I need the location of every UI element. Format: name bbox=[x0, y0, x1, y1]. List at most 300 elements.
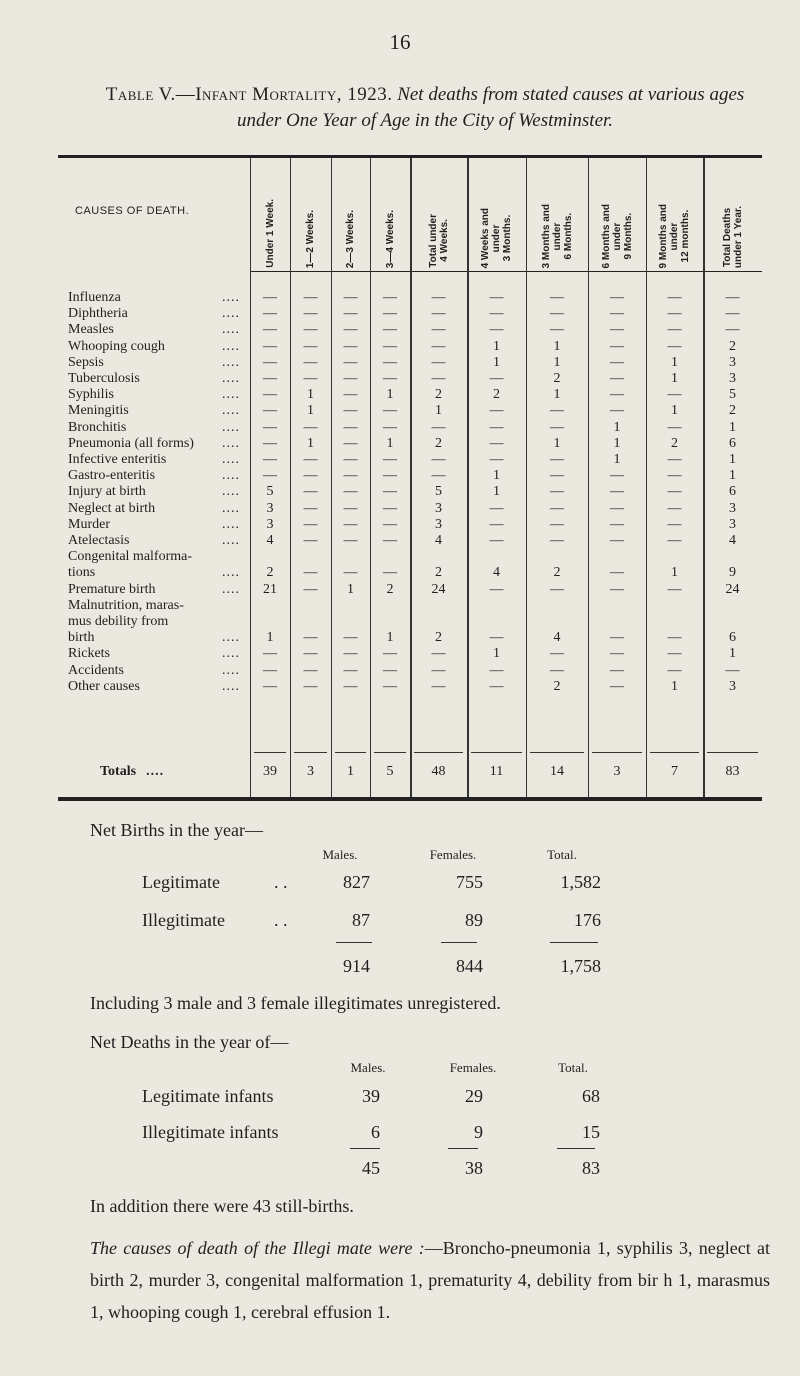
table-cell: — bbox=[667, 630, 682, 646]
still-births-note: In addition there were 43 still-births. bbox=[90, 1196, 354, 1216]
births-row-label: Legitimate bbox=[142, 872, 220, 892]
table-cell: — bbox=[263, 435, 277, 451]
table-cell: — bbox=[550, 646, 564, 662]
table-cell: 1 bbox=[553, 354, 561, 370]
table-cell: 24 bbox=[725, 581, 740, 597]
table-cell: — bbox=[550, 290, 564, 305]
table-cell: — bbox=[610, 290, 624, 305]
cause-label: Measles .... bbox=[68, 322, 240, 338]
cause-label: Influenza .... bbox=[68, 290, 240, 305]
deaths-row-label: Illegitimate infants bbox=[142, 1122, 279, 1142]
table-cell: — bbox=[489, 630, 504, 646]
totals-cell: 14 bbox=[550, 764, 564, 779]
table-cell: — bbox=[725, 322, 740, 338]
table-cell: — bbox=[610, 403, 624, 419]
column-header-label: 3 Months and under 6 Months. bbox=[540, 203, 574, 268]
table-cell: 1 bbox=[386, 387, 394, 403]
table-cell: 6 bbox=[729, 435, 736, 451]
totals-cell: 39 bbox=[263, 764, 277, 779]
deaths-value: 9 bbox=[474, 1122, 483, 1142]
births-col-females: Females. bbox=[429, 847, 477, 862]
table-cell: — bbox=[489, 678, 504, 694]
table-cell: — bbox=[667, 533, 682, 548]
table-cell: — bbox=[383, 516, 397, 532]
table-cell: 1 bbox=[671, 403, 678, 419]
table-cell: 1 bbox=[386, 630, 394, 646]
table-cell: 9 bbox=[729, 565, 736, 581]
table-cell: — bbox=[263, 678, 277, 694]
table-cell: — bbox=[343, 387, 358, 403]
table-cell: — bbox=[610, 354, 624, 370]
cause-label: Syphilis .... bbox=[68, 387, 240, 403]
table-cell: — bbox=[550, 662, 564, 678]
title-prefix: Table V.—Infant Mortality, 1923. bbox=[105, 84, 393, 105]
totals-cell: 1 bbox=[347, 764, 354, 779]
causes-header: CAUSES OF DEATH. bbox=[75, 205, 190, 217]
table-cell: — bbox=[303, 516, 318, 532]
table-cell: — bbox=[383, 419, 397, 435]
table-cell: 1 bbox=[671, 678, 678, 694]
table-cell: — bbox=[431, 468, 446, 484]
table-cell: — bbox=[550, 516, 564, 532]
totals-cell: 3 bbox=[613, 764, 621, 779]
table-cell: — bbox=[667, 338, 682, 354]
table-cell: — bbox=[431, 678, 446, 694]
table-cell: 5 bbox=[435, 484, 442, 500]
deaths-col-males: Males. bbox=[350, 1060, 386, 1075]
table-cell: — bbox=[263, 452, 277, 467]
births-col-males: Males. bbox=[322, 847, 358, 862]
table-cell: — bbox=[263, 387, 277, 403]
table-cell: 1 bbox=[729, 468, 736, 484]
table-cell: — bbox=[610, 678, 624, 694]
table-cell: — bbox=[610, 371, 624, 386]
column-header bbox=[703, 160, 762, 268]
table-cell: 1 bbox=[307, 403, 314, 419]
table-cell: — bbox=[383, 662, 397, 678]
table-cell: — bbox=[343, 646, 358, 662]
table-cell: — bbox=[383, 290, 397, 305]
table-cell: 1 bbox=[671, 371, 678, 386]
table-cell: — bbox=[610, 646, 624, 662]
table-cell: 2 bbox=[729, 338, 736, 354]
table-cell: — bbox=[263, 322, 277, 338]
table-cell: — bbox=[383, 484, 397, 500]
table-cell: 6 bbox=[729, 484, 736, 500]
table-cell: 1 bbox=[435, 403, 442, 419]
table-cell: 1 bbox=[347, 581, 354, 597]
table-cell: — bbox=[725, 290, 740, 305]
causes-intro: The causes of death of the Illegi mate were : bbox=[90, 1238, 425, 1258]
table-cell: 4 bbox=[493, 565, 500, 581]
table-cell: 1 bbox=[729, 646, 736, 662]
table-cell: 3 bbox=[435, 500, 442, 516]
table-cell: — bbox=[303, 630, 318, 646]
table-cell: — bbox=[725, 662, 740, 678]
cause-label: Malnutrition, maras- mus debility from birth .... bbox=[68, 597, 240, 645]
table-cell: 2 bbox=[435, 565, 442, 581]
column-header bbox=[526, 160, 588, 268]
table-cell: — bbox=[610, 322, 624, 338]
table-cell: — bbox=[550, 306, 564, 322]
table-cell: — bbox=[343, 452, 358, 467]
table-cell: — bbox=[550, 322, 564, 338]
table-cell: — bbox=[431, 371, 446, 386]
sum-rule bbox=[448, 1148, 478, 1149]
table-cell: — bbox=[550, 419, 564, 435]
table-cell: — bbox=[667, 500, 682, 516]
births-value: 87 bbox=[352, 910, 370, 930]
births-total: 914 bbox=[343, 956, 370, 976]
cause-label: Atelectasis .... bbox=[68, 533, 240, 548]
column-header-label: 4 Weeks and under 3 Months. bbox=[480, 207, 513, 268]
table-cell: 1 bbox=[266, 630, 274, 646]
table-cell: 24 bbox=[431, 581, 446, 597]
cause-label: Sepsis .... bbox=[68, 354, 240, 370]
totals-rule bbox=[414, 752, 463, 753]
table-cell: — bbox=[303, 322, 318, 338]
cause-label: Neglect at birth .... bbox=[68, 500, 240, 516]
table-cell: — bbox=[343, 516, 358, 532]
column-header-label: 6 Months and under 9 Months. bbox=[600, 203, 634, 268]
column-header bbox=[370, 160, 410, 268]
table-cell: 2 bbox=[553, 371, 561, 386]
table-cell: — bbox=[667, 387, 682, 403]
cause-label: Accidents .... bbox=[68, 662, 240, 678]
table-cell: — bbox=[667, 306, 682, 322]
table-cell: 1 bbox=[553, 435, 561, 451]
table-cell: — bbox=[489, 516, 504, 532]
table-cell: 1 bbox=[493, 338, 500, 354]
table-cell: — bbox=[489, 533, 504, 548]
table-cell: 6 bbox=[729, 630, 736, 646]
table-cell: — bbox=[263, 306, 277, 322]
table-cell: 2 bbox=[266, 565, 274, 581]
table-cell: — bbox=[610, 468, 624, 484]
deaths-heading: Net Deaths in the year of— bbox=[90, 1032, 289, 1052]
table-cell: — bbox=[489, 500, 504, 516]
table-cell: — bbox=[263, 646, 277, 662]
cause-label: Congenital malforma- tions .... bbox=[68, 549, 240, 581]
table-cell: — bbox=[489, 452, 504, 467]
table-cell: — bbox=[431, 662, 446, 678]
table-cell: — bbox=[610, 533, 624, 548]
cause-label: Whooping cough .... bbox=[68, 338, 240, 354]
table-cell: — bbox=[383, 338, 397, 354]
table-cell: 5 bbox=[729, 387, 736, 403]
table-cell: 4 bbox=[553, 630, 561, 646]
table-cell: — bbox=[343, 500, 358, 516]
table-cell: 1 bbox=[553, 338, 561, 354]
table-cell: 4 bbox=[266, 533, 274, 548]
table-cell: 1 bbox=[307, 435, 314, 451]
table-cell: — bbox=[303, 500, 318, 516]
column-header bbox=[290, 160, 331, 268]
table-cell: 1 bbox=[493, 646, 500, 662]
column-header bbox=[646, 160, 703, 268]
totals-rule bbox=[471, 752, 522, 753]
table-cell: — bbox=[610, 338, 624, 354]
deaths-total: 83 bbox=[582, 1158, 600, 1178]
table-cell: 3 bbox=[266, 516, 274, 532]
totals-label: Totals .... bbox=[100, 764, 165, 779]
table-cell: 1 bbox=[613, 452, 621, 467]
sum-rule bbox=[336, 942, 372, 943]
births-total: 844 bbox=[456, 956, 483, 976]
table-cell: 1 bbox=[613, 419, 621, 435]
births-value: 89 bbox=[465, 910, 483, 930]
table-cell: — bbox=[550, 533, 564, 548]
table-cell: 2 bbox=[435, 630, 442, 646]
table-cell: — bbox=[383, 371, 397, 386]
table-cell: 3 bbox=[266, 500, 274, 516]
table-cell: — bbox=[489, 290, 504, 305]
deaths-value: 6 bbox=[371, 1122, 380, 1142]
table-cell: — bbox=[489, 322, 504, 338]
column-header bbox=[410, 160, 467, 268]
totals-rule bbox=[707, 752, 758, 753]
table-cell: — bbox=[667, 516, 682, 532]
table-cell: — bbox=[489, 435, 504, 451]
table-cell: — bbox=[667, 419, 682, 435]
table-cell: — bbox=[343, 371, 358, 386]
table-cell: — bbox=[610, 630, 624, 646]
totals-rule bbox=[254, 752, 286, 753]
table-cell: 1 bbox=[493, 484, 500, 500]
table-cell: — bbox=[343, 419, 358, 435]
table-cell: 21 bbox=[263, 581, 277, 597]
table-cell: — bbox=[667, 290, 682, 305]
column-header-label: 9 Months and under 12 months. bbox=[658, 203, 691, 268]
table-cell: — bbox=[303, 371, 318, 386]
table-cell: 2 bbox=[386, 581, 394, 597]
column-header-label: Total under 4 Weeks. bbox=[427, 214, 450, 268]
table-cell: — bbox=[303, 533, 318, 548]
table-cell: — bbox=[303, 646, 318, 662]
table-cell: — bbox=[431, 290, 446, 305]
table-cell: — bbox=[383, 354, 397, 370]
cause-label: Gastro-enteritis .... bbox=[68, 468, 240, 484]
table-cell: — bbox=[431, 354, 446, 370]
cause-label: Murder .... bbox=[68, 516, 240, 532]
table-cell: 4 bbox=[435, 533, 442, 548]
deaths-value: 29 bbox=[465, 1086, 483, 1106]
births-value: 1,582 bbox=[560, 872, 601, 892]
sum-rule bbox=[441, 942, 477, 943]
table-cell: — bbox=[431, 322, 446, 338]
table-cell: — bbox=[610, 581, 624, 597]
table-cell: — bbox=[489, 662, 504, 678]
table-cell: — bbox=[343, 533, 358, 548]
totals-rule bbox=[530, 752, 584, 753]
table-cell: — bbox=[303, 419, 318, 435]
table-bottom-rule bbox=[58, 797, 762, 801]
table-cell: 5 bbox=[266, 484, 274, 500]
table-cell: — bbox=[343, 662, 358, 678]
table-cell: — bbox=[431, 338, 446, 354]
births-col-total: Total. bbox=[547, 847, 577, 862]
table-cell: — bbox=[667, 484, 682, 500]
table-cell: 1 bbox=[493, 468, 500, 484]
column-header bbox=[467, 160, 526, 268]
table-cell: 1 bbox=[493, 354, 500, 370]
table-cell: 2 bbox=[671, 435, 678, 451]
table-cell: 1 bbox=[386, 435, 394, 451]
table-cell: — bbox=[343, 322, 358, 338]
table-cell: — bbox=[263, 662, 277, 678]
table-cell: — bbox=[343, 565, 358, 581]
table-cell: — bbox=[303, 565, 318, 581]
table-cell: 1 bbox=[613, 435, 621, 451]
column-header bbox=[250, 160, 290, 268]
table-cell: 1 bbox=[307, 387, 314, 403]
table-cell: — bbox=[489, 403, 504, 419]
totals-rule bbox=[374, 752, 406, 753]
table-cell: — bbox=[667, 322, 682, 338]
table-cell: — bbox=[431, 646, 446, 662]
table-cell: — bbox=[303, 581, 318, 597]
table-cell: — bbox=[383, 678, 397, 694]
title-description: Net deaths from stated causes at various ages under One Year of Age in the City of Westminster. bbox=[236, 84, 745, 131]
table-cell: — bbox=[383, 500, 397, 516]
cause-label: Pneumonia (all forms) .... bbox=[68, 435, 240, 451]
table-cell: 3 bbox=[729, 678, 736, 694]
sum-rule bbox=[350, 1148, 380, 1149]
cause-label: Meningitis .... bbox=[68, 403, 240, 419]
births-heading: Net Births in the year— bbox=[90, 820, 263, 840]
table-cell: 3 bbox=[729, 354, 736, 370]
table-cell: — bbox=[303, 338, 318, 354]
table-cell: — bbox=[610, 500, 624, 516]
table-cell: — bbox=[431, 306, 446, 322]
deaths-total: 45 bbox=[362, 1158, 380, 1178]
table-cell: 1 bbox=[671, 565, 678, 581]
table-cell: — bbox=[303, 290, 318, 305]
table-cell: — bbox=[489, 581, 504, 597]
table-cell: 2 bbox=[435, 387, 442, 403]
table-cell: 4 bbox=[729, 533, 736, 548]
table-cell: — bbox=[343, 338, 358, 354]
deaths-row-label: Legitimate infants bbox=[142, 1086, 274, 1106]
table-cell: — bbox=[383, 452, 397, 467]
table-cell: — bbox=[431, 419, 446, 435]
table-cell: — bbox=[383, 403, 397, 419]
table-cell: — bbox=[383, 565, 397, 581]
table-cell: — bbox=[610, 565, 624, 581]
table-cell: — bbox=[303, 662, 318, 678]
table-cell: — bbox=[303, 468, 318, 484]
table-cell: — bbox=[343, 630, 358, 646]
table-cell: — bbox=[343, 484, 358, 500]
totals-cell: 48 bbox=[431, 764, 446, 779]
table-cell: — bbox=[303, 678, 318, 694]
table-cell: 3 bbox=[435, 516, 442, 532]
table-cell: — bbox=[610, 516, 624, 532]
deaths-total: 38 bbox=[465, 1158, 483, 1178]
totals-cell: 83 bbox=[725, 764, 740, 779]
table-cell: — bbox=[303, 452, 318, 467]
totals-cell: 7 bbox=[671, 764, 678, 779]
table-cell: — bbox=[303, 306, 318, 322]
illegitimate-causes-paragraph bbox=[90, 1232, 770, 1328]
table-cell: — bbox=[610, 662, 624, 678]
table-cell: — bbox=[343, 678, 358, 694]
table-cell: 3 bbox=[729, 516, 736, 532]
totals-cell: 11 bbox=[489, 764, 504, 779]
table-cell: — bbox=[550, 403, 564, 419]
table-cell: — bbox=[263, 290, 277, 305]
deaths-col-total: Total. bbox=[558, 1060, 588, 1075]
table-cell: — bbox=[343, 435, 358, 451]
table-cell: 2 bbox=[729, 403, 736, 419]
table-header-rule bbox=[250, 271, 762, 272]
sum-rule bbox=[557, 1148, 595, 1149]
table-cell: — bbox=[383, 646, 397, 662]
table-cell: — bbox=[550, 452, 564, 467]
table-cell: — bbox=[431, 452, 446, 467]
table-cell: — bbox=[263, 354, 277, 370]
column-header-label: 1—2 Weeks. bbox=[305, 209, 316, 268]
table-cell: — bbox=[489, 419, 504, 435]
table-cell: — bbox=[610, 306, 624, 322]
column-header-label: 3—4 Weeks. bbox=[384, 209, 396, 268]
totals-rule bbox=[650, 752, 699, 753]
table-cell: — bbox=[383, 468, 397, 484]
table-cell: — bbox=[343, 403, 358, 419]
totals-cell: 3 bbox=[307, 764, 314, 779]
totals-rule bbox=[335, 752, 366, 753]
totals-cell: 5 bbox=[386, 764, 394, 779]
table-cell: — bbox=[263, 468, 277, 484]
table-cell: — bbox=[667, 468, 682, 484]
totals-rule bbox=[294, 752, 327, 753]
table-cell: — bbox=[667, 662, 682, 678]
deaths-value: 39 bbox=[362, 1086, 380, 1106]
table-cell: — bbox=[667, 581, 682, 597]
table-title bbox=[85, 82, 765, 134]
table-cell: — bbox=[610, 484, 624, 500]
table-cell: — bbox=[550, 500, 564, 516]
table-cell: — bbox=[343, 354, 358, 370]
table-cell: — bbox=[725, 306, 740, 322]
table-cell: — bbox=[667, 646, 682, 662]
table-cell: — bbox=[550, 468, 564, 484]
table-cell: 2 bbox=[553, 565, 561, 581]
table-cell: — bbox=[383, 306, 397, 322]
cause-label: Infective enteritis .... bbox=[68, 452, 240, 467]
cause-label: Injury at birth .... bbox=[68, 484, 240, 500]
table-cell: — bbox=[383, 322, 397, 338]
table-cell: — bbox=[303, 354, 318, 370]
table-cell: — bbox=[343, 290, 358, 305]
table-cell: — bbox=[263, 371, 277, 386]
column-header bbox=[331, 160, 370, 268]
births-value: 755 bbox=[456, 872, 483, 892]
table-cell: 3 bbox=[729, 371, 736, 386]
page-number: 16 bbox=[389, 30, 411, 54]
births-total: 1,758 bbox=[560, 956, 601, 976]
cause-label: Other causes .... bbox=[68, 678, 240, 694]
table-cell: 2 bbox=[553, 678, 561, 694]
table-cell: — bbox=[550, 484, 564, 500]
cause-label: Premature birth .... bbox=[68, 581, 240, 597]
table-cell: — bbox=[263, 419, 277, 435]
table-cell: — bbox=[610, 387, 624, 403]
column-header-label: Total Deaths under 1 Year. bbox=[721, 205, 744, 268]
cause-label: Rickets .... bbox=[68, 646, 240, 662]
sum-rule bbox=[550, 942, 598, 943]
table-cell: — bbox=[343, 306, 358, 322]
